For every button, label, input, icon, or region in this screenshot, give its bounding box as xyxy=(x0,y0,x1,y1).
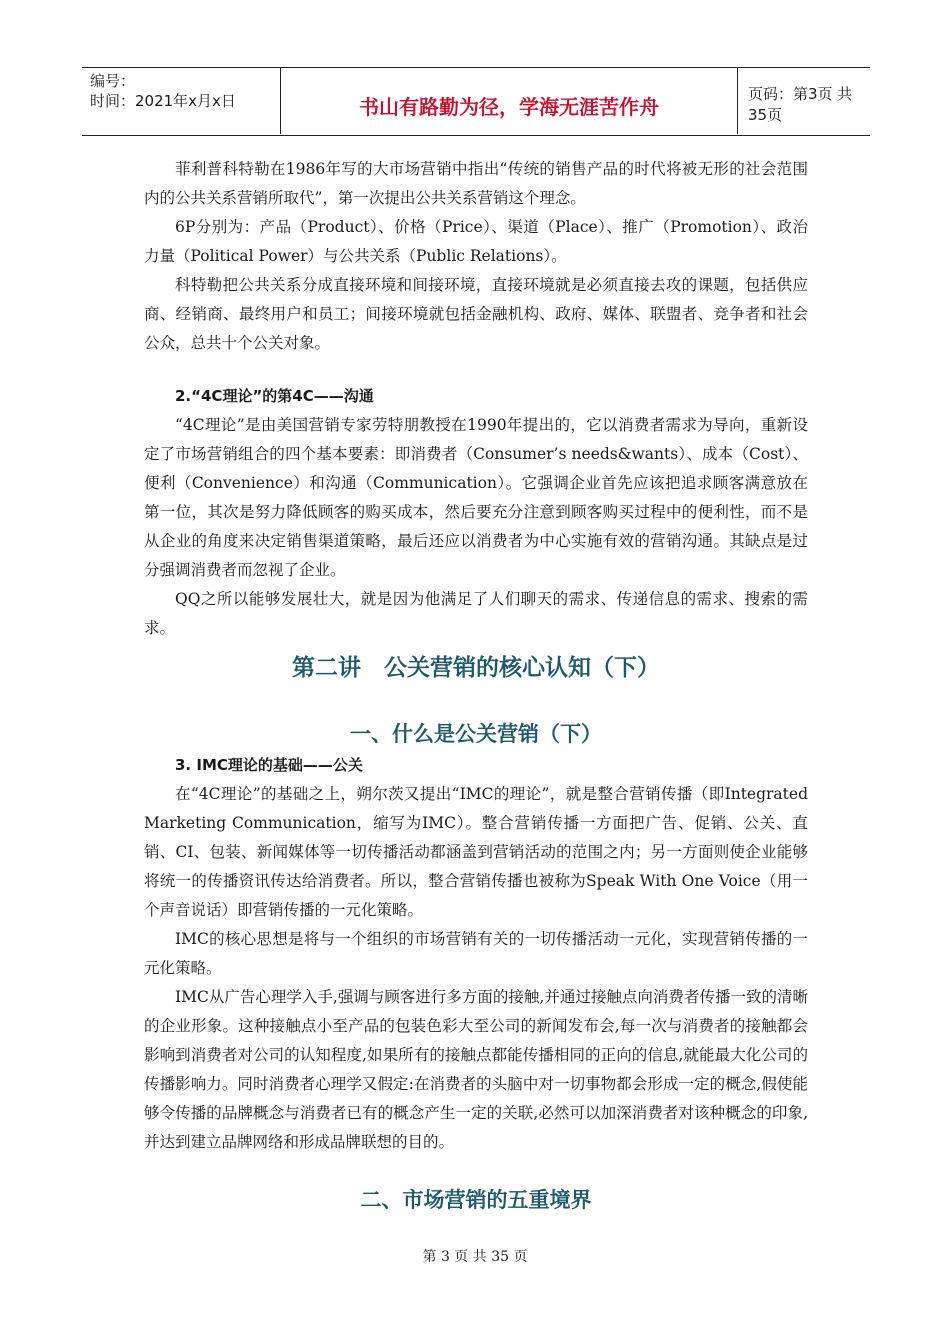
lecture-title: 第二讲 公关营销的核心认知（下） xyxy=(292,655,660,681)
section-title: 二、市场营销的五重境界 xyxy=(360,1188,592,1212)
header-page-label: 页码：第3页 共35页 xyxy=(748,85,853,124)
page-header xyxy=(82,67,870,136)
paragraph: 菲利普科特勒在1986年写的大市场营销中指出“传统的销售产品的时代将被无形的社会范围内的公共关系营销所取代”，第一次提出公共关系营销这个理念。 xyxy=(144,160,808,207)
paragraph: 6P分别为：产品（Product）、价格（Price）、渠道（Place）、推广（Promotion）、政治力量（Political Power）与公共关系（Public Relations）。 xyxy=(144,218,808,265)
paragraph: QQ之所以能够发展壮大，就是因为他满足了人们聊天的需求、传递信息的需求、搜索的需求。 xyxy=(144,590,808,637)
paragraph: “4C理论”是由美国营销专家劳特朋教授在1990年提出的，它以消费者需求为导向，重新设定了市场营销组合的四个基本要素：即消费者（Consumer’s needs&wants）、成本（Cost）、便利（Convenience）和沟通（Communication）。它强调企业首先应该把追求顾客满意放在第一位，其次是努力降低顾客的购买成本，然后要充分注意到顾客购买过程中的便利性，而不是从企业的角度来决定销售渠道策略，最后还应以消费者为中心实施有效的营销沟通。其缺点是过分强调消费者而忽视了企业。 xyxy=(144,416,808,579)
paragraph: 在“4C理论”的基础之上，朔尔茨又提出“IMC的理论”，就是整合营销传播（即Integrated Marketing Communication，缩写为IMC）。整合营销传播一方面把广告、促销、公关、直销、CI、包装、新闻媒体等一切传播活动都涵盖到营销活动的范围之内；另一方面则使企业能够将统一的传播资讯传达给消费者。所以，整合营销传播也被称为Speak With One Voice（用一个声音说话）即营销传播的一元化策略。 xyxy=(144,785,808,919)
paragraph: 科特勒把公共关系分成直接环境和间接环境，直接环境就是必须直接去攻的课题，包括供应商、经销商、最终用户和员工；间接环境就包括金融机构、政府、媒体、联盟者、竞争者和社会公众，总共十个公关对象。 xyxy=(144,276,808,352)
subheading: 3. IMC理论的基础——公关 xyxy=(175,756,363,774)
number-label: 编号： xyxy=(90,72,136,90)
document-body xyxy=(144,155,808,1217)
section-title: 一、什么是公关营销（下） xyxy=(350,722,602,746)
subheading: 2.“4C理论”的第4C——沟通 xyxy=(175,387,374,405)
paragraph: IMC从广告心理学入手,强调与顾客进行多方面的接触,并通过接触点向消费者传播一致的清晰的企业形象。这种接触点小至产品的包装色彩大至公司的新闻发布会,每一次与消费者的接触都会影响到消费者对公司的认知程度,如果所有的接触点都能传播相同的正向的信息,就能最大化公司的传播影响力。同时消费者心理学又假定:在消费者的头脑中对一切事物都会形成一定的概念,假使能够令传播的品牌概念与消费者已有的概念产生一定的关联,必然可以加深消费者对该种概念的印象,并达到建立品牌网络和形成品牌联想的目的。 xyxy=(144,988,808,1151)
paragraph: IMC的核心思想是将与一个组织的市场营销有关的一切传播活动一元化，实现营销传播的一元化策略。 xyxy=(144,930,808,977)
header-meta xyxy=(82,68,281,134)
header-motto: 书山有路勤为径，学海无涯苦作舟 xyxy=(281,68,738,134)
time-label: 时间：2021年x月x日 xyxy=(90,92,236,110)
page-footer: 第 3 页 共 35 页 xyxy=(422,1249,528,1265)
